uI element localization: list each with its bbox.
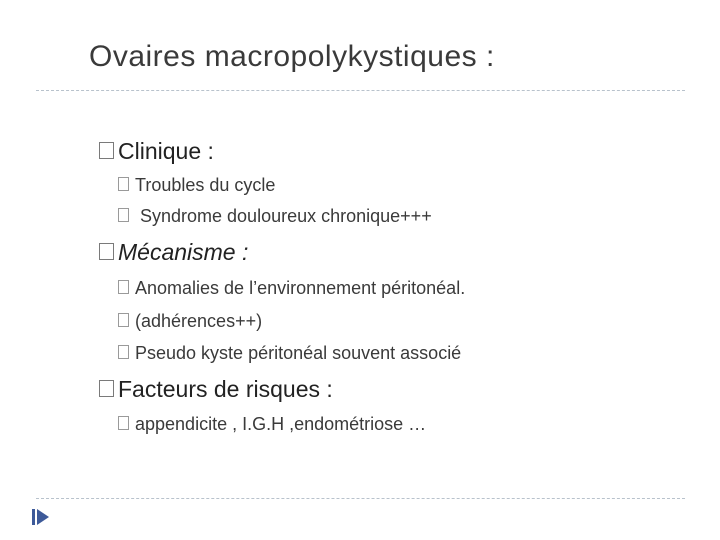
bullet-box-icon (118, 177, 129, 191)
bullet-box-icon (99, 142, 114, 159)
nav-arrow-icon[interactable] (30, 506, 52, 528)
bullet-box-icon (118, 280, 129, 294)
bullet-box-icon (118, 416, 129, 430)
bottom-divider (36, 498, 685, 499)
slide-title: Ovaires macropolykystiques : (89, 40, 495, 73)
list-item: (adhérences++) (118, 311, 262, 332)
section-heading-clinique: Clinique : (99, 138, 214, 165)
section-heading-mecanisme: Mécanisme : (99, 239, 248, 266)
section-heading-facteurs: Facteurs de risques : (99, 376, 333, 403)
list-item: Anomalies de l’environnement péritonéal. (118, 278, 465, 299)
bullet-box-icon (99, 243, 114, 260)
top-divider (36, 90, 685, 91)
list-item: Troubles du cycle (118, 175, 275, 196)
list-item: Syndrome douloureux chronique+++ (118, 206, 432, 227)
bullet-box-icon (118, 208, 129, 222)
bullet-box-icon (118, 313, 129, 327)
bullet-box-icon (99, 380, 114, 397)
bullet-box-icon (118, 345, 129, 359)
list-item: Pseudo kyste péritonéal souvent associé (118, 343, 461, 364)
list-item: appendicite , I.G.H ,endométriose … (118, 414, 426, 435)
